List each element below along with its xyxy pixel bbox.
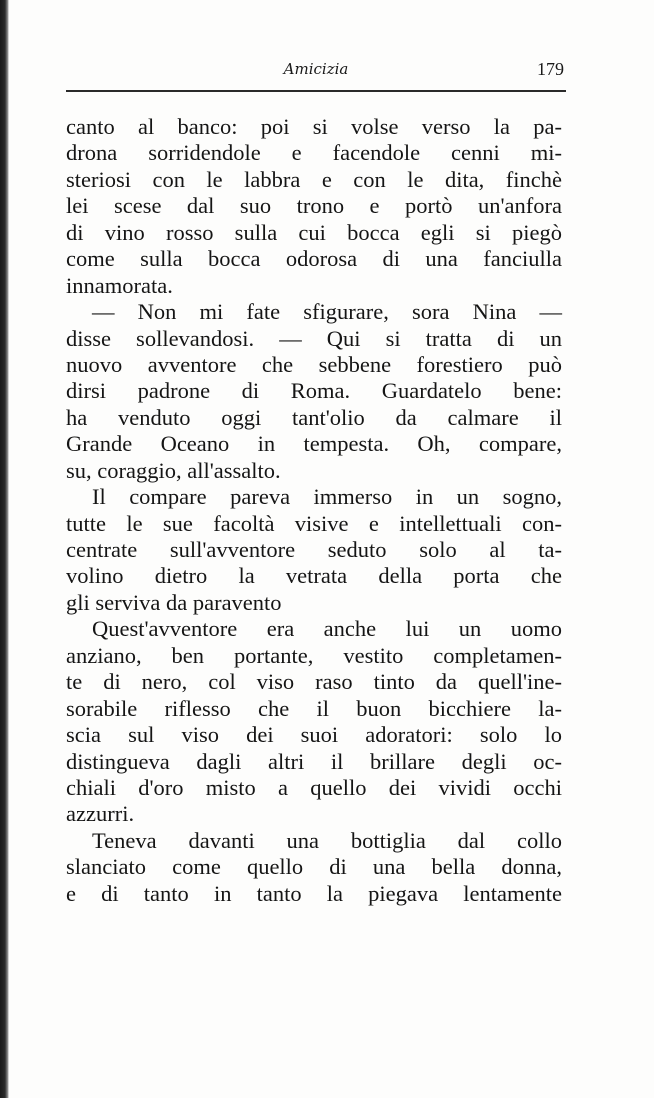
text-line: ha venduto oggi tant'olio da calmare il bbox=[66, 404, 562, 430]
page-number: 179 bbox=[537, 59, 564, 79]
text-line: su, coraggio, all'assalto. bbox=[66, 457, 281, 483]
text-line: tutte le sue facoltà visive e intellettuali con- bbox=[66, 510, 562, 536]
page-header bbox=[66, 54, 566, 90]
text-line: — Non mi fate sfigurare, sora Nina — bbox=[92, 299, 562, 325]
text-line: come sulla bocca odorosa di una fanciulla bbox=[66, 246, 562, 272]
text-line: Teneva davanti una bottiglia dal collo bbox=[92, 827, 562, 853]
text-line: drona sorridendole e facendole cenni mi- bbox=[66, 140, 562, 166]
text-line: sorabile riflesso che il buon bicchiere la- bbox=[66, 695, 562, 721]
text-line: lei scese dal suo trono e portò un'anfora bbox=[66, 193, 562, 219]
header-rule bbox=[66, 90, 566, 92]
text-line: te di nero, col viso raso tinto da quell'ine- bbox=[66, 669, 562, 695]
text-line: volino dietro la vetrata della porta che bbox=[66, 563, 562, 589]
body-text bbox=[66, 114, 562, 907]
text-line: di vino rosso sulla cui bocca egli si piegò bbox=[66, 219, 562, 245]
running-title: Amicizia bbox=[283, 60, 349, 78]
text-line: innamorata. bbox=[66, 272, 173, 298]
text-line: gli serviva da paravento bbox=[66, 589, 282, 615]
text-line: scia sul viso dei suoi adoratori: solo lo bbox=[66, 722, 562, 748]
text-line: canto al banco: poi si volse verso la pa- bbox=[66, 114, 562, 139]
text-line: distingueva dagli altri il brillare degli oc- bbox=[66, 748, 562, 774]
text-line: centrate sull'avventore seduto solo al ta- bbox=[66, 537, 562, 562]
text-line: e di tanto in tanto la piegava lentamente bbox=[66, 880, 562, 906]
text-line: dirsi padrone di Roma. Guardatelo bene: bbox=[66, 378, 562, 404]
text-line: chiali d'oro misto a quello dei vividi occhi bbox=[66, 774, 562, 800]
text-line: nuovo avventore che sebbene forestiero può bbox=[66, 351, 562, 377]
page-spine-shadow bbox=[0, 0, 9, 1098]
text-line: Grande Oceano in tempesta. Oh, compare, bbox=[66, 431, 562, 457]
text-line: anziano, ben portante, vestito completamen- bbox=[66, 642, 562, 668]
text-line: steriosi con le labbra e con le dita, finchè bbox=[66, 166, 562, 192]
text-line: disse sollevandosi. — Qui si tratta di un bbox=[66, 325, 562, 351]
text-line: Il compare pareva immerso in un sogno, bbox=[92, 484, 562, 510]
text-line: azzurri. bbox=[66, 801, 135, 827]
text-line: slanciato come quello di una bella donna, bbox=[66, 854, 562, 880]
text-line: Quest'avventore era anche lui un uomo bbox=[92, 616, 562, 642]
